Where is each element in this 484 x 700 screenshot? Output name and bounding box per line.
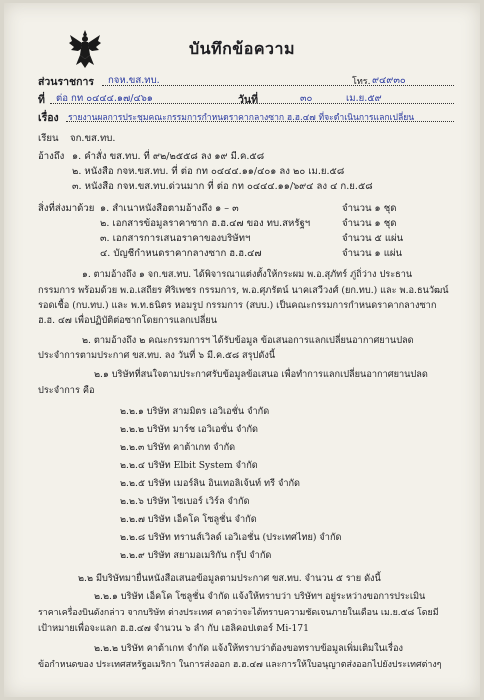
paragraph-2-line: ประจำการตามประกาศ ขส.ทบ. ลง วันที่ ๖ มี.ค.๕๘ สรุปดังนี้	[38, 350, 276, 361]
subject-value: รายงานผลการประชุมคณะกรรมการกำหนดราคากลางซาก ฮ.ฮ.๔๗ ที่จะดำเนินการแลกเปลี่ยน	[68, 113, 415, 123]
references-label: อ้างถึง	[38, 151, 65, 162]
paragraph-2-2-2-line: ๒.๒.๒ บริษัท คาต้าเกท จำกัด แจ้งให้ทราบว่าต้องขอทราบข้อมูลเพิ่มเติมในเรื่อง	[94, 643, 403, 654]
ref-value: ต่อ กท ๐๔๔๔.๑๗/๔๖๑	[56, 93, 153, 104]
tel-label: โทร.	[352, 77, 371, 87]
company-item: ๒.๒.๕ บริษัท เมอร์ลิน อินเทอลิเจ้นท์ ทรี จำกัด	[120, 478, 301, 489]
paragraph-1-line: ๑. ตามอ้างถึง ๑ จก.ขส.ทบ. ได้พิจารณาแต่งตั้งให้กระผม พ.อ.สุภัทร์ ภู่ถิ่ว่าง ประธาน	[82, 269, 413, 280]
ref-label: ที่	[38, 94, 45, 106]
paragraph-2-2-1-line: ๒.๒.๑ บริษัท เอ็คโค โซลูชั่น จำกัด แจ้งให้ทราบว่า บริษัทฯ อยู่ระหว่างขอการประเมิน	[94, 591, 426, 602]
company-item: ๒.๒.๓ บริษัท คาต้าเกท จำกัด	[120, 442, 236, 453]
company-item: ๒.๒.๗ บริษัท เอ็คโค โซลูชั่น จำกัด	[120, 514, 257, 525]
paragraph-2-1-line: ๒.๑ บริษัทที่สนใจตามประกาศรับข้อมูลข้อเสนอ เพื่อทำการแลกเปลี่ยนอากาศยานปลด	[94, 369, 428, 380]
company-item: ๒.๒.๙ บริษัท สยามอเมริกัน กรุ๊ป จำกัด	[120, 550, 272, 561]
paragraph-2-2: ๒.๒ มีบริษัทมายื่นหนังสือเสนอข้อมูลตามประกาศ ขส.ทบ. จำนวน ๕ ราย ดังนี้	[78, 573, 381, 584]
company-item: ๒.๒.๑ บริษัท สามมิตร เอวิเอชั่น จำกัด	[120, 406, 270, 417]
paragraph-2-line: ๒. ตามอ้างถึง ๒ คณะกรรมการฯ ได้รับข้อมูล ข้อเสนอการแลกเปลี่ยนอากาศยานปลด	[82, 335, 414, 346]
reference-item: ๑. คำสั่ง ขส.ทบ. ที่ ๙๒/๒๕๕๘ ลง ๑๙ มี.ค.๕๘	[72, 151, 265, 162]
company-item: ๒.๒.๒ บริษัท มาร์ช เอวิเอชั่น จำกัด	[120, 424, 259, 435]
to-label: เรียน	[38, 133, 59, 144]
paragraph-2-2-1-line: เป้าหมายเพื่อจะแลก ฮ.ฮ.๔๗ จำนวน ๖ ลำ กับ เฮลิคอปเตอร์ Mi-171	[38, 623, 309, 634]
paragraph-1-line: ฮ.ฮ. ๔๗ เพื่อปฏิบัติต่อซากโดยการแลกเปลี่ยน	[38, 315, 218, 326]
paragraph-2-1-line: ประจำการ คือ	[38, 385, 95, 396]
date-label: วันที่	[238, 94, 258, 106]
attachment-item: ๔. บัญชีกำหนดราคากลางซาก ฮ.ฮ.๔๗	[100, 248, 262, 259]
date-day: ๓๐	[300, 93, 313, 104]
reference-item: ๒. หนังสือ กจห.ขส.ทบ. ที่ ต่อ กท ๐๔๔๔.๑๑/๔๐๑ ลง ๒๐ เม.ย.๕๘	[72, 166, 345, 177]
attachment-qty: จำนวน ๕ แผ่น	[342, 233, 404, 244]
paragraph-1-line: รอดเชื้อ (กบ.ทบ.) และ พ.ท.ธนิตร หอมรูป กรรมการ (สบบ.) เป็นคณะกรรมการกำหนดราคากลางซาก	[38, 300, 437, 311]
attachment-qty: จำนวน ๑ ชุด	[342, 218, 397, 229]
paragraph-1-line: กรรมการ พร้อมด้วย พ.อ.เสถียร ศิริเพชร กรรมการ, พ.อ.ศุภรัตน์ นาคเสวีวงศ์ (ยก.ทบ.) และ พ.อ.ธนวัฒน์	[38, 285, 449, 296]
attachment-item: ๒. เอกสารข้อมูลราคาซาก ฮ.ฮ.๔๗ ของ ทบ.สหรัฐฯ	[100, 218, 311, 229]
company-item: ๒.๒.๖ บริษัท ไซเบอร์ เวิร์ล จำกัด	[120, 496, 250, 507]
attachment-qty: จำนวน ๑ ชุด	[342, 203, 397, 214]
agency-value: กจห.ขส.ทบ.	[108, 75, 160, 86]
attachment-item: ๓. เอกสารการเสนอราคาของบริษัทฯ	[100, 233, 251, 244]
attachments-label: สิ่งที่ส่งมาด้วย	[38, 203, 95, 214]
reference-item: ๓. หนังสือ กจห.ขส.ทบ.ด่วนมาก ที่ ต่อ กท ๐๔๔๔.๑๑/๖๙๔ ลง ๔ ก.ย.๕๘	[72, 181, 373, 192]
attachment-qty: จำนวน ๑ แผ่น	[342, 248, 403, 259]
company-item: ๒.๒.๔ บริษัท Elbit System จำกัด	[120, 460, 258, 471]
agency-label: ส่วนราชการ	[38, 76, 95, 88]
paragraph-2-2-2-line: ข้อกำหนดของ ประเทศสหรัฐอเมริกา ในการส่งออก ฮ.ฮ.๔๗ และการให้ใบอนุญาตส่งออกไปยังประเทศต่างๆ	[38, 660, 442, 670]
to-value: จก.ขส.ทบ.	[70, 133, 116, 144]
date-month: เม.ย.๕๙	[346, 93, 382, 104]
attachment-item: ๑. สำเนาหนังสือตามอ้างถึง ๑ – ๓	[100, 203, 239, 214]
company-item: ๒.๒.๘ บริษัท ทรานส์เวิลด์ เอวิเอชั่น (ประเทศไทย) จำกัด	[120, 532, 342, 543]
document-title: บันทึกข้อความ	[188, 39, 296, 58]
paragraph-2-2-1-line: ราคาเครื่องบินดังกล่าว จากบริษัท ต่างประเทศ คาดว่าจะได้ทราบความชัดเจนภายในเดือน เม.ย.๕๘ โดยมี	[38, 608, 439, 618]
memo-page	[4, 3, 480, 697]
tel-value: ๙๔๙๓๐	[372, 75, 406, 86]
subject-label: เรื่อง	[38, 112, 59, 124]
